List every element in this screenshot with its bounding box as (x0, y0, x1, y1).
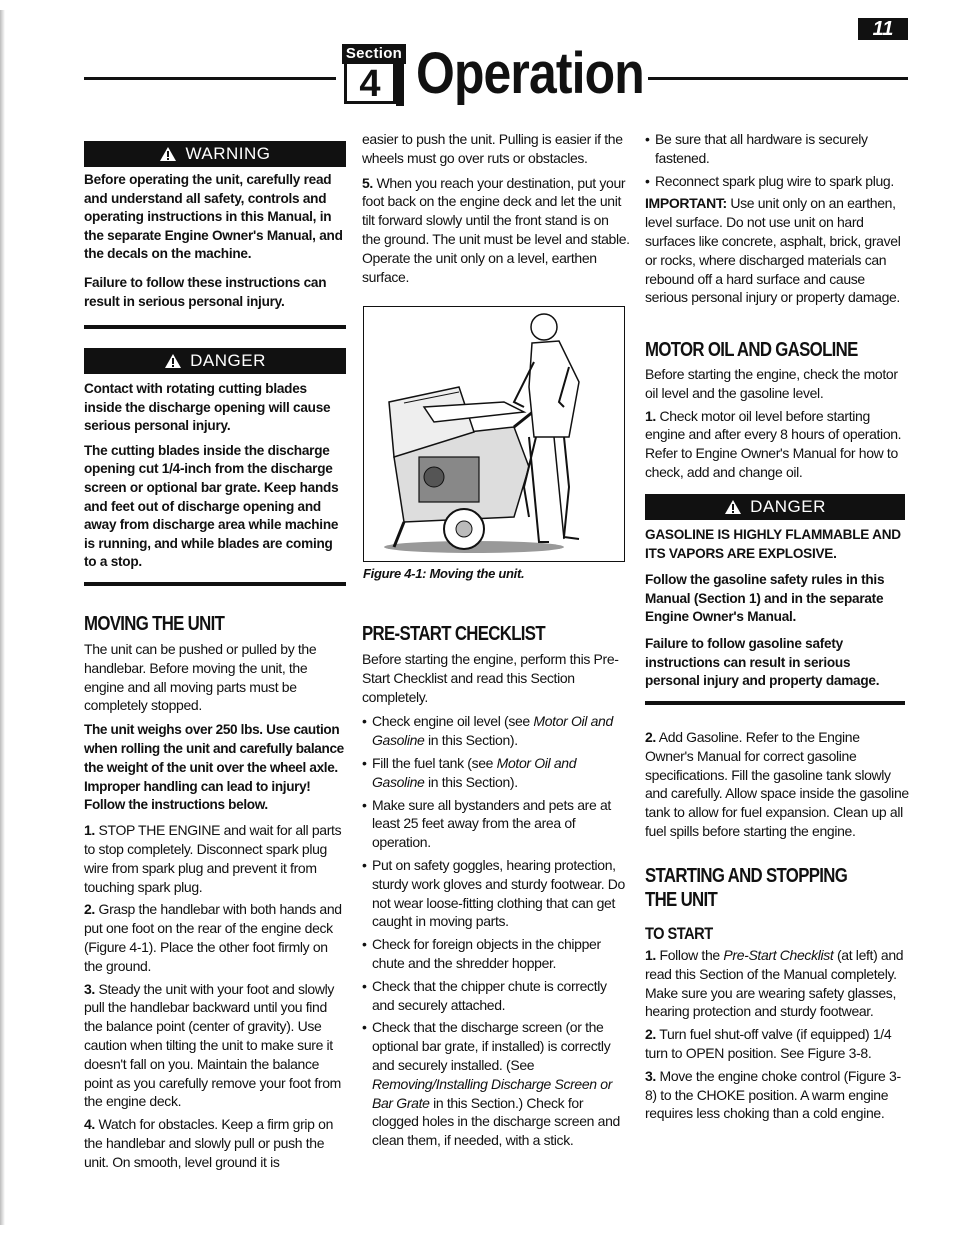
moving-continued (362, 130, 630, 286)
checklist-list (362, 712, 630, 1150)
warning-label: WARNING (185, 144, 271, 163)
danger-box-gasoline (645, 494, 905, 705)
warning-triangle-icon (724, 499, 742, 515)
moving-heading: MOVING THE UNIT (84, 613, 225, 635)
motor-step-2-block (645, 728, 909, 841)
danger-box-blades (84, 348, 346, 586)
header-rule-left (84, 77, 336, 80)
motor-section (645, 338, 909, 482)
checklist-item-bystanders: • Make sure all bystanders and pets are at least 25 feet away from the area of operation. (362, 796, 630, 852)
checklist-item-hardware: • Be sure that all hardware is securely fastened. (645, 130, 909, 168)
section-badge-shadow (396, 64, 404, 106)
warning-triangle-icon (164, 353, 182, 369)
checklist-section (362, 622, 630, 1154)
moving-step-4: 4. Watch for obstacles. Keep a firm grip on the handlebar and slowly pull or push the unit. On smooth, level ground it is (84, 1116, 334, 1170)
warning-banner (84, 141, 346, 167)
checklist-list-continued (645, 130, 909, 190)
figure-caption: Figure 4-1: Moving the unit. (363, 566, 525, 581)
danger-label: DANGER (190, 351, 266, 370)
warning-triangle-icon (159, 146, 177, 162)
warning-box (84, 141, 346, 329)
section-label: Section (342, 44, 406, 64)
starting-step-2: 2. Turn fuel shut-off valve (if equipped) 1/4 turn to OPEN position. See Figure 3-8. (645, 1026, 892, 1061)
moving-caution: The unit weighs over 250 lbs. Use caution when rolling the unit and carefully balance the weight of the unit over the wheel axle. Improper handling can lead to injury! Follow the instructions below. (84, 722, 344, 813)
checklist-continued (645, 130, 909, 307)
checklist-item-oil: • Check engine oil level (see Motor Oil and Gasoline in this Section). (362, 712, 630, 750)
moving-step-4-continued: easier to push the unit. Pulling is easier if the wheels must go over ruts or obstacles. (362, 131, 623, 166)
figure-4-1 (363, 306, 625, 562)
danger-banner-gasoline (645, 494, 905, 520)
checklist-item-chute: • Check that the chipper chute is correctly and securely attached. (362, 977, 630, 1015)
danger-gasoline-text-1: GASOLINE IS HIGHLY FLAMMABLE AND ITS VAPORS ARE EXPLOSIVE. (645, 527, 901, 561)
danger-rule (84, 582, 346, 586)
checklist-heading: PRE-START CHECKLIST (362, 623, 545, 645)
starting-heading-line-2: THE UNIT (645, 889, 718, 911)
section-number: 4 (344, 64, 396, 104)
section-badge (342, 44, 406, 106)
checklist-intro: Before starting the engine, perform this Pre-Start Checklist and read this Section completely. (362, 651, 619, 705)
page-number: 11 (858, 18, 908, 40)
header-rule-right (648, 77, 908, 80)
scan-edge (0, 10, 5, 1225)
motor-intro: Before starting the engine, check the motor oil level and the gasoline level. (645, 366, 898, 401)
checklist-item-safety-gear: • Put on safety goggles, hearing protection, sturdy work gloves and sturdy footwear. Do not wear loose-fitting clothing that can get caught in moving parts. (362, 856, 630, 931)
motor-step-2: 2. Add Gasoline. Refer to the Engine Owner's Manual for correct gasoline specifications. Fill the gasoline tank slowly and carefully. Allow space inside the gasoline tank to allow for fuel expansion. Clean up all fuel spills before starting the engine. (645, 729, 909, 839)
starting-step-3: 3. Move the engine choke control (Figure 3-8) to the CHOKE position. A warm engine requires less choking than a cold engine. (645, 1067, 901, 1122)
warning-text-1: Before operating the unit, carefully read and understand all safety, controls and operating instructions in this Manual, in the separate Engine Owner's Manual, and the decals on the machine. (84, 172, 343, 262)
moving-unit-illustration (364, 307, 623, 560)
starting-section (645, 864, 909, 1123)
important-note: IMPORTANT: Use unit only on an earthen, level surface. Do not use unit on hard surfaces like concrete, asphalt, brick, gravel or rocks, where discharged materials can rebound off a hard surface and cause serious personal injury or property damage. (645, 195, 901, 306)
checklist-item-screen: • Check that the discharge screen (or the optional bar grate, if installed) is correctly and securely installed. (See Removing/Installing Discharge Screen or Bar Grate in this Section.) Check for clogged holes in the discharge screen and clean them, if needed, with a stick. (362, 1018, 630, 1150)
to-start-subheading: TO START (645, 924, 713, 943)
warning-text-2: Failure to follow these instructions can result in serious personal injury. (84, 274, 327, 309)
starting-step-1: 1. Follow the Pre-Start Checklist (at left) and read this Section of the Manual completely. Make sure you are wearing safety glasses, hearing protection and sturdy footwear. (645, 947, 904, 1020)
moving-intro: The unit can be pushed or pulled by the handlebar. Before moving the unit, the engine and all moving parts must be completely stopped. (84, 641, 317, 714)
danger-text-2: The cutting blades inside the discharge opening cut 1/4-inch from the discharge screen or optional bar grate. Keep hands and feet out of discharge opening and away from discharge area while machine is running, and while blades are coming to a stop. (84, 442, 339, 570)
danger-gasoline-rule (645, 701, 905, 705)
starting-heading-line-1: STARTING AND STOPPING (645, 865, 848, 887)
danger-gasoline-text-3: Failure to follow gasoline safety instructions can result in serious personal injury and property damage. (645, 635, 880, 689)
moving-step-1: 1. STOP THE ENGINE and wait for all parts to stop completely. Disconnect spark plug wire from spark plug and prevent it from touching spark plug. (84, 822, 342, 895)
moving-step-3: 3. Steady the unit with your foot and slowly pull the handlebar backward until you find the balance point (center of gravity). Use caution when tilting the unit to make sure it doesn't fall on you. Maintain the balance point as you carefully remove your foot from the engine deck. (84, 980, 341, 1110)
moving-section (84, 612, 346, 1172)
danger-gasoline-label: DANGER (750, 497, 826, 516)
checklist-item-foreign-objects: • Check for foreign objects in the chipper chute and the shredder hopper. (362, 935, 630, 973)
moving-step-2: 2. Grasp the handlebar with both hands and put one foot on the rear of the engine deck (Figure 4-1). Place the other foot firmly on the ground. (84, 901, 342, 974)
danger-text-1: Contact with rotating cutting blades inside the discharge opening will cause serious personal injury. (84, 381, 331, 434)
motor-step-1: 1. Check motor oil level before starting engine and after every 8 hours of operation. Refer to Engine Owner's Manual for how to check, add and change oil. (645, 407, 902, 480)
warning-rule (84, 325, 346, 329)
checklist-item-fuel: • Fill the fuel tank (see Motor Oil and Gasoline in this Section). (362, 754, 630, 792)
motor-heading: MOTOR OIL AND GASOLINE (645, 339, 858, 361)
checklist-item-spark-plug: • Reconnect spark plug wire to spark plug. (645, 172, 909, 191)
page-title: Operation (416, 41, 644, 106)
moving-step-5: 5. When you reach your destination, put your foot back on the engine deck and let the unit tilt forward slowly until the front stand is on the ground. The unit must be level and stable. Operate the unit only on a level, earthen surface. (362, 174, 630, 285)
danger-banner (84, 348, 346, 374)
danger-gasoline-text-2: Follow the gasoline safety rules in this Manual (Section 1) and in the separate Engine Owner's Manual. (645, 572, 885, 625)
